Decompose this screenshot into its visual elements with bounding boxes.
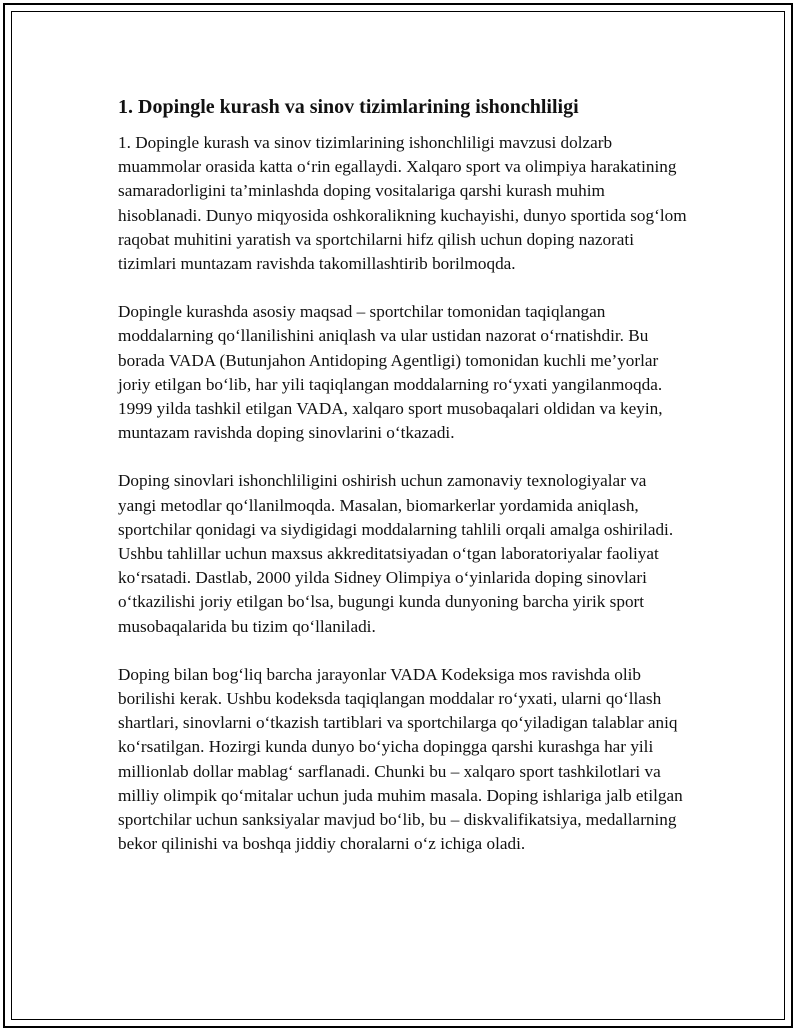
document-title: 1. Dopingle kurash va sinov tizimlarining ishonchliligi bbox=[118, 96, 579, 118]
paragraph-4: Doping bilan bog‘liq barcha jarayonlar VADA Kodeksiga mos ravishda olib borilishi kerak. Ushbu kodeksda taqiqlangan moddalar ro‘yxati, ularni qo‘llash shartlari, sinovlarni o‘tkazish tartiblari va sportchilarga qo‘yiladigan talablar aniq ko‘rsatilgan. Hozirgi kunda dunyo bo‘yicha dopingga qarshi kurashga har yili millionlab dollar mablag‘ sarflanadi. Chunki bu – xalqaro sport tashkilotlari va milliy olimpik qo‘mitalar uchun juda muhim masala. Doping ishlariga jalb etilgan sportchilar uchun sanksiyalar mavjud bo‘lib, bu – diskvalifikatsiya, medallarning bekor qilinishi va boshqa jiddiy choralarni o‘z ichiga oladi. bbox=[118, 664, 683, 854]
document-body bbox=[118, 93, 688, 880]
paragraph-1: 1. Dopingle kurash va sinov tizimlarining ishonchliligi mavzusi dolzarb muammolar orasida katta o‘rin egallaydi. Xalqaro sport va olimpiya harakatining samaradorligini ta’minlashda doping vositalariga qarshi kurash muhim hisoblanadi. Dunyo miqyosida oshkoralikning kuchayishi, dunyo sportida sog‘lom raqobat muhitini yaratish va sportchilarni hifz qilish uchun doping nazorati tizimlari muntazam ravishda takomillashtirib borilmoqda. bbox=[118, 133, 687, 274]
paragraph-3: Doping sinovlari ishonchliligini oshirish uchun zamonaviy texnologiyalar va yangi metodlar qo‘llanilmoqda. Masalan, biomarkerlar yordamida aniqlash, sportchilar qonidagi va siydigidagi moddalarning tahlili orqali amalga oshiriladi. Ushbu tahlillar uchun maxsus akkreditatsiyadan o‘tgan laboratoriyalar faoliyat ko‘rsatadi. Dastlab, 2000 yilda Sidney Olimpiya o‘yinlarida doping sinovlari o‘tkazilishi joriy etilgan bo‘lsa, bugungi kunda dunyoning barcha yirik sport musobaqalarida bu tizim qo‘llaniladi. bbox=[118, 471, 674, 636]
paragraph-2: Dopingle kurashda asosiy maqsad – sportchilar tomonidan taqiqlangan moddalarning qo‘llanilishini aniqlash va ular ustidan nazorat o‘rnatishdir. Bu borada VADA (Butunjahon Antidoping Agentligi) tomonidan kuchli me’yorlar joriy etilgan bo‘lib, har yili taqiqlangan moddalarning ro‘yxati yangilanmoqda. 1999 yilda tashkil etilgan VADA, xalqaro sport musobaqalari oldidan va keyin, muntazam ravishda doping sinovlarini o‘tkazadi. bbox=[118, 302, 663, 443]
